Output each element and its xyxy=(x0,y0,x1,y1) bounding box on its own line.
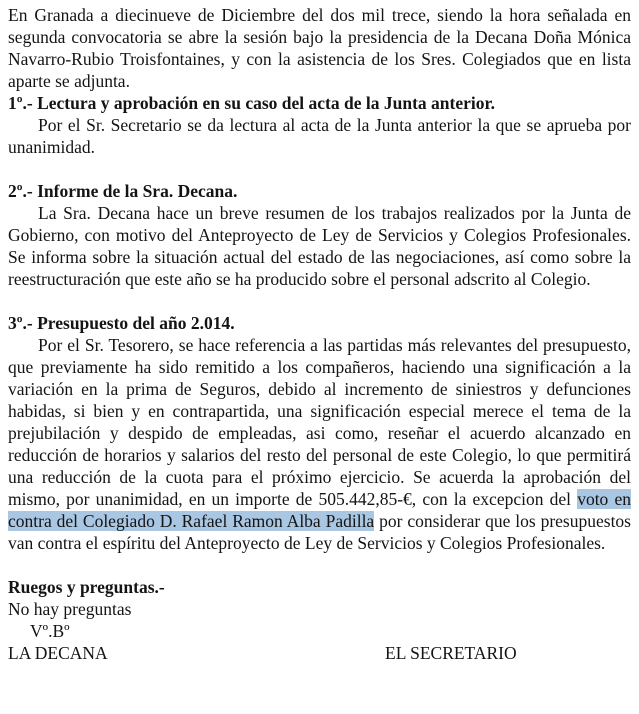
section2-heading: 2º.- Informe de la Sra. Decana. xyxy=(8,181,238,201)
section3-heading: 3º.- Presupuesto del año 2.014. xyxy=(8,313,235,333)
intro-paragraph: En Granada a diecinueve de Diciembre del dos mil trece, siendo la hora señalada en segunda convocatoria se abre la sesión bajo la presidencia de la Decana Doña Mónica Navarro-Rubio Troisfontaines, y con la asistencia de los Sres. Colegiados que en lista aparte se adjunta. xyxy=(8,5,631,91)
signature-left-la-decana: LA DECANA xyxy=(8,643,108,663)
section2-body: La Sra. Decana hace un breve resumen de los trabajos realizados por la Junta de Gobierno, con motivo del Anteproyecto de Ley de Servicios y Colegios Profesionales. Se informa sobre la situación actual del estado de las negociaciones, así como sobre la reestructuración que este año se ha producido sobre el personal adscrito al Colegio. xyxy=(8,203,631,289)
section1-heading: 1º.- Lectura y aprobación en su caso del acta de la Junta anterior. xyxy=(8,93,496,113)
section3-body-after-highlight: por considerar que los presupuestos van contra el espíritu del Anteproyecto de Ley de Servicios y Colegios Profesionales. xyxy=(8,511,631,553)
closing-heading: Ruegos y preguntas.- xyxy=(8,577,165,597)
signature-right-el-secretario: EL SECRETARIO xyxy=(385,643,517,663)
no-questions-line: No hay preguntas xyxy=(8,599,132,619)
signature-row xyxy=(8,642,631,664)
section3-body xyxy=(8,334,631,554)
highlighted-text: voto en contra del Colegiado D. Rafael Ramon Alba Padilla xyxy=(8,489,631,531)
vb-line: Vº.Bº xyxy=(30,621,70,641)
section1-body: Por el Sr. Secretario se da lectura al acta de la Junta anterior la que se aprueba por unanimidad. xyxy=(8,115,631,157)
section3-body-before-highlight: Por el Sr. Tesorero, se hace referencia a las partidas más relevantes del presupuesto, que previamente ha sido remitido a los compañeros, haciendo una significación a la variación en la prima de Seguros, debido al incremento de siniestros y defunciones habidas, si bien y en contrapartida, una significación especial merece el tema de la prejubilación y despido de empleadas, asi como, reseñar el acuerdo alcanzado en reducción de horarios y salarios del resto del personal de este Colegio, lo que permitirá una reducción de la cuota para el próximo ejercicio. Se acuerda la aprobación del mismo, por unanimidad, en un importe de 505.442,85-€, con la excepcion del xyxy=(8,335,631,509)
